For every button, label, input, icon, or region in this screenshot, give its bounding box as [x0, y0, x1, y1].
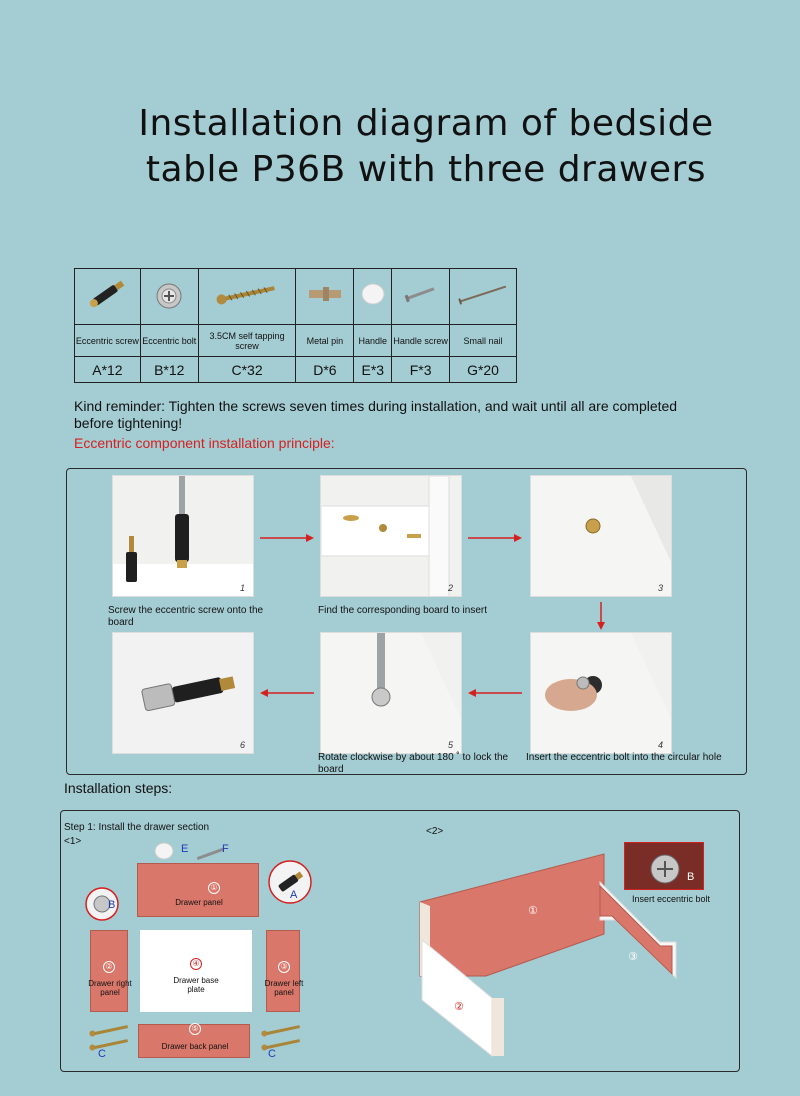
eccentric-screw-icon	[82, 274, 132, 314]
part-qty: B*12	[140, 357, 198, 383]
part-qty: E*3	[354, 357, 392, 383]
principle-photo-6	[112, 632, 254, 754]
panel-number: ②	[103, 961, 115, 973]
eccentric-screw-cell	[75, 269, 141, 325]
caption-step-2: Find the corresponding board to insert	[318, 605, 487, 616]
handle-cell	[354, 269, 392, 325]
drawer-panel	[137, 863, 259, 917]
kind-reminder: Kind reminder: Tighten the screws seven times during installation, and wait until all are completed before tightening!	[74, 398, 678, 431]
small-nail-cell	[450, 269, 517, 325]
part-qty: C*32	[198, 357, 296, 383]
panel-number: ④	[190, 958, 202, 970]
part-name: Metal pin	[296, 325, 354, 357]
bolt-hole-illustration	[531, 476, 672, 597]
panel-number: ③	[278, 961, 290, 973]
part-name: Eccentric bolt	[140, 325, 198, 357]
arrow-right-icon	[258, 531, 316, 545]
small-nail-icon	[455, 279, 511, 309]
drawer-back-panel	[138, 1024, 250, 1058]
step1-label: Step 1: Install the drawer section	[64, 822, 210, 833]
principle-photo-3	[530, 475, 672, 597]
rotate-lock-illustration	[321, 633, 462, 754]
part-name: Handle	[354, 325, 392, 357]
caption-step-4: Insert the eccentric bolt into the circular hole	[526, 752, 722, 763]
bolt-closeup-icon	[625, 843, 705, 891]
arrow-right-icon	[466, 531, 524, 545]
photo-number: 6	[239, 740, 245, 750]
principle-photo-1	[112, 475, 254, 597]
drawer-base-plate	[140, 930, 252, 1012]
arrow-left-icon	[258, 686, 316, 700]
arrow-left-icon	[466, 686, 524, 700]
drawer-left-panel-number: ③	[628, 950, 638, 963]
eccentric-bolt-inset	[624, 842, 704, 890]
panel-label: Drawer right panel	[88, 979, 132, 997]
drawer-right-panel	[88, 930, 132, 1012]
handle-icon	[358, 279, 388, 309]
principle-heading: Eccentric component installation principle:	[74, 435, 335, 451]
tapping-screws-left-illustration	[86, 1022, 132, 1052]
photo-number: 2	[447, 583, 453, 593]
drawer-panel-number: ①	[528, 904, 538, 917]
part-name: 3.5CM self tapping screw	[198, 325, 296, 357]
principle-photo-5	[320, 632, 462, 754]
metal-pin-icon	[303, 279, 347, 309]
step1-sub2-label: <2>	[426, 826, 444, 837]
part-qty: G*20	[450, 357, 517, 383]
eccentric-bolt-cell	[140, 269, 198, 325]
panel-label: Drawer left panel	[264, 979, 304, 997]
handle-screw-cell	[392, 269, 450, 325]
page-title-line2: table P36B with three drawers	[145, 149, 707, 190]
photo-number: 4	[657, 740, 663, 750]
principle-photo-4	[530, 632, 672, 754]
assembled-fitting-illustration	[113, 633, 254, 754]
panel-label: Drawer back panel	[161, 1042, 229, 1051]
tapping-screws-right-illustration	[258, 1022, 304, 1052]
part-qty: F*3	[392, 357, 450, 383]
panel-number: ⑤	[189, 1023, 201, 1035]
letter-c: C	[98, 1048, 106, 1060]
principle-photo-2	[320, 475, 462, 597]
hand-insert-bolt-illustration	[531, 633, 672, 754]
part-name: Eccentric screw	[75, 325, 141, 357]
drawer-right-panel-number: ②	[454, 1000, 464, 1013]
panel-label: Drawer base plate	[173, 976, 219, 994]
tapping-screw-cell	[198, 269, 296, 325]
board-insert-illustration	[321, 476, 462, 597]
screwdriver-screw-illustration	[113, 476, 254, 597]
step1-sub1-label: <1>	[64, 836, 82, 847]
handle-screw-icon	[401, 279, 441, 309]
parts-table	[74, 268, 517, 383]
arrow-down-icon	[594, 600, 608, 632]
photo-number: 3	[657, 583, 663, 593]
caption-step-1: Screw the eccentric screw onto the board	[108, 605, 264, 628]
drawer-left-panel	[264, 930, 304, 1012]
letter-b: B	[108, 899, 116, 911]
panel-label: Drawer panel	[175, 898, 223, 907]
letter-e: E	[181, 843, 189, 855]
eccentric-bolt-icon	[149, 274, 189, 314]
letter-c: C	[268, 1048, 276, 1060]
letter-f: F	[222, 843, 229, 855]
insert-eccentric-bolt-label: Insert eccentric bolt	[632, 894, 711, 904]
photo-number: 5	[447, 740, 453, 750]
part-name: Handle screw	[392, 325, 450, 357]
part-qty: D*6	[296, 357, 354, 383]
photo-number: 1	[239, 583, 245, 593]
panel-number: ①	[208, 882, 220, 894]
page-title-line1: Installation diagram of bedside	[138, 103, 714, 144]
installation-steps-heading: Installation steps:	[64, 780, 173, 796]
tapping-screw-icon	[207, 279, 287, 309]
insert-letter-b: B	[687, 871, 695, 883]
part-qty: A*12	[75, 357, 141, 383]
letter-a: A	[290, 889, 298, 901]
part-name: Small nail	[450, 325, 517, 357]
metal-pin-cell	[296, 269, 354, 325]
caption-step-5: Rotate clockwise by about 180 ˚ to lock the board	[318, 752, 509, 775]
